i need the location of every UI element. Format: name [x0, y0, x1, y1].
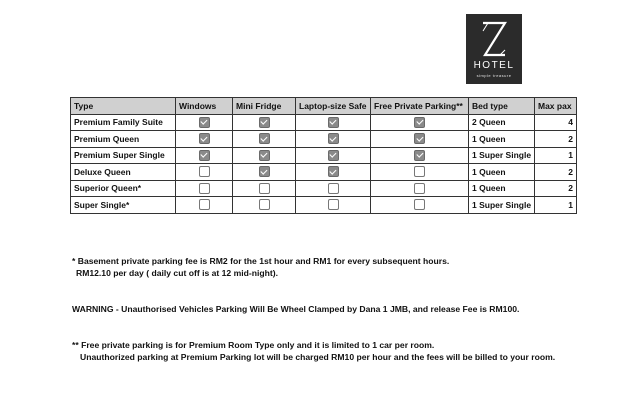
windows-cell: [176, 180, 233, 197]
windows-cell: [176, 114, 233, 131]
max-pax-cell: 2: [535, 164, 577, 181]
free-note-line1: ** Free private parking is for Premium Room Type only and it is limited to 1 car per room.: [72, 340, 435, 350]
hotel-logo: [466, 14, 522, 84]
checked-checkbox-icon: [414, 150, 425, 161]
table-row: [71, 180, 577, 197]
laptop-safe-cell: [296, 147, 371, 164]
bed-type-cell: 1 Queen: [469, 131, 535, 148]
table-row: [71, 114, 577, 131]
header-max-pax: Max pax: [535, 98, 577, 115]
laptop-safe-cell: [296, 131, 371, 148]
bed-type-cell: 1 Super Single: [469, 147, 535, 164]
checked-checkbox-icon: [259, 150, 270, 161]
unchecked-checkbox-icon: [414, 183, 425, 194]
mini-fridge-cell: [233, 131, 296, 148]
table-row: [71, 197, 577, 214]
free-parking-cell: [371, 164, 469, 181]
unchecked-checkbox-icon: [328, 199, 339, 210]
bed-type-cell: 1 Super Single: [469, 197, 535, 214]
laptop-safe-cell: [296, 164, 371, 181]
logo-tagline: simple treasure: [476, 73, 512, 78]
basement-note-line1: * Basement private parking fee is RM2 for the 1st hour and RM1 for every subsequent hours.: [72, 256, 450, 266]
room-type-cell: Superior Queen*: [71, 180, 176, 197]
checked-checkbox-icon: [328, 117, 339, 128]
unchecked-checkbox-icon: [199, 199, 210, 210]
unchecked-checkbox-icon: [259, 183, 270, 194]
checked-checkbox-icon: [328, 133, 339, 144]
mini-fridge-cell: [233, 147, 296, 164]
bed-type-cell: 1 Queen: [469, 180, 535, 197]
max-pax-cell: 4: [535, 114, 577, 131]
warning-note: [72, 303, 519, 315]
windows-cell: [176, 164, 233, 181]
checked-checkbox-icon: [414, 117, 425, 128]
room-comparison-table: [70, 97, 577, 214]
unchecked-checkbox-icon: [199, 183, 210, 194]
unchecked-checkbox-icon: [414, 199, 425, 210]
max-pax-cell: 1: [535, 197, 577, 214]
checked-checkbox-icon: [259, 117, 270, 128]
unchecked-checkbox-icon: [328, 183, 339, 194]
mini-fridge-cell: [233, 197, 296, 214]
bed-type-cell: 1 Queen: [469, 164, 535, 181]
checked-checkbox-icon: [199, 150, 210, 161]
free-parking-cell: [371, 131, 469, 148]
room-type-cell: Super Single*: [71, 197, 176, 214]
room-type-cell: Premium Family Suite: [71, 114, 176, 131]
max-pax-cell: 2: [535, 131, 577, 148]
free-parking-cell: [371, 180, 469, 197]
unchecked-checkbox-icon: [259, 199, 270, 210]
header-windows: Windows: [176, 98, 233, 115]
room-type-cell: Deluxe Queen: [71, 164, 176, 181]
table-row: [71, 147, 577, 164]
mini-fridge-cell: [233, 164, 296, 181]
header-type: Type: [71, 98, 176, 115]
z-logo-icon: [480, 20, 508, 58]
table-row: [71, 131, 577, 148]
laptop-safe-cell: [296, 197, 371, 214]
room-type-cell: Premium Super Single: [71, 147, 176, 164]
max-pax-cell: 2: [535, 180, 577, 197]
warning-text: WARNING - Unauthorised Vehicles Parking Will Be Wheel Clamped by Dana 1 JMB, and release Fee is RM100.: [72, 304, 520, 314]
basement-note-line2: RM12.10 per day ( daily cut off is at 12 mid-night).: [76, 268, 278, 278]
bed-type-cell: 2 Queen: [469, 114, 535, 131]
header-bed-type: Bed type: [469, 98, 535, 115]
free-parking-note: [72, 339, 555, 363]
laptop-safe-cell: [296, 180, 371, 197]
checked-checkbox-icon: [328, 166, 339, 177]
table-header-row: [71, 98, 577, 115]
free-parking-cell: [371, 197, 469, 214]
checked-checkbox-icon: [328, 150, 339, 161]
checked-checkbox-icon: [414, 133, 425, 144]
header-mini-fridge: Mini Fridge: [233, 98, 296, 115]
checked-checkbox-icon: [259, 133, 270, 144]
windows-cell: [176, 147, 233, 164]
unchecked-checkbox-icon: [199, 166, 210, 177]
free-parking-cell: [371, 114, 469, 131]
mini-fridge-cell: [233, 114, 296, 131]
header-free-parking: Free Private Parking**: [371, 98, 469, 115]
checked-checkbox-icon: [199, 117, 210, 128]
free-note-line2: Unauthorized parking at Premium Parking lot will be charged RM10 per hour and the fees will be billed to your room.: [80, 352, 556, 362]
room-type-cell: Premium Queen: [71, 131, 176, 148]
logo-wordmark: HOTEL: [473, 60, 515, 71]
header-laptop-safe: Laptop-size Safe: [296, 98, 371, 115]
laptop-safe-cell: [296, 114, 371, 131]
checked-checkbox-icon: [259, 166, 270, 177]
table-row: [71, 164, 577, 181]
checked-checkbox-icon: [199, 133, 210, 144]
windows-cell: [176, 131, 233, 148]
basement-parking-note: [72, 255, 449, 279]
mini-fridge-cell: [233, 180, 296, 197]
room-rows: [71, 114, 577, 213]
windows-cell: [176, 197, 233, 214]
free-parking-cell: [371, 147, 469, 164]
unchecked-checkbox-icon: [414, 166, 425, 177]
max-pax-cell: 1: [535, 147, 577, 164]
